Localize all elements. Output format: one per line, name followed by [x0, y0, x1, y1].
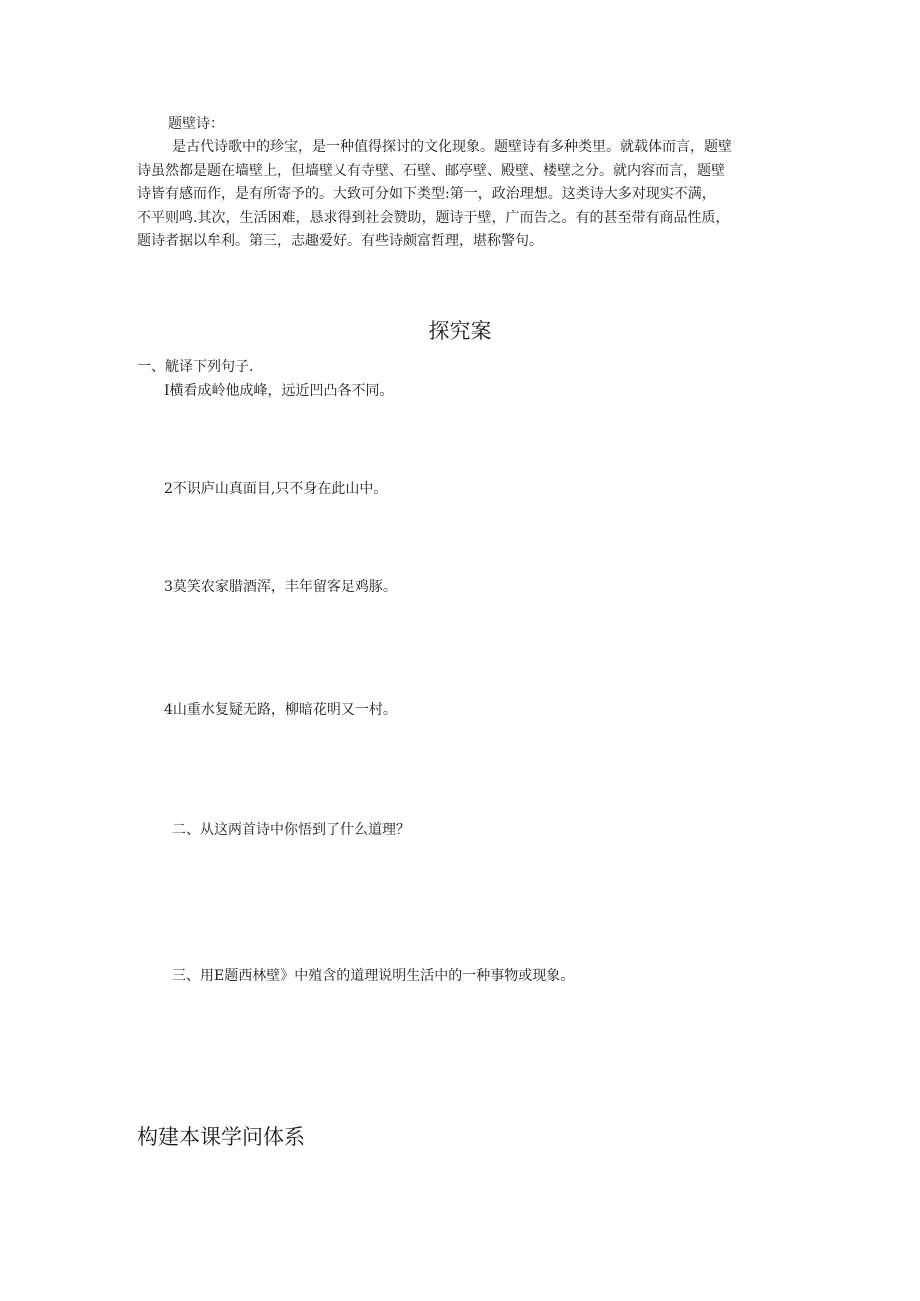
intro-line: 不平则鸣.其次，生活困难，恳求得到社会赞助，题诗于壁，广而告之。有的甚至带有商品性质，: [137, 209, 730, 226]
sentence-2: 2不识庐山真面目,只不身在此山中。: [164, 481, 388, 497]
question3: 三、用E题西林壁》中殖含的道理说明生活中的一种事物或现象。: [172, 968, 575, 984]
intro-line: 是古代诗歌中的珍宝，是一种值得探讨的文化现象。题壁诗有多种类里。就载体而言，题壁: [172, 139, 732, 155]
section-title: 探究案: [428, 319, 492, 343]
intro-line: 题诗者据以牟利。第三，志趣爱好。有些诗颇富哲理，堪称警句。: [137, 233, 543, 250]
sentence-3: 3莫笑农家腊酒浑，丰年留客足鸡豚。: [164, 579, 397, 595]
intro-heading: 题壁诗：: [168, 116, 224, 132]
sentence-1: I横看成岭他成峰，远近凹凸各不同。: [164, 383, 394, 399]
intro-line: 诗虽然都是题在墙壁上，但墙壁乂有寺壁、石壁、邮亭壁、殿壁、楼壁之分。就内容而言，题壁: [137, 162, 725, 179]
intro-line: 诗皆有感而作，是有所寄予的。大致可分如下类型:第一，政治理想。这类诗大多对现实不满，: [137, 186, 716, 203]
final-heading: 构建本课学问体系: [137, 1125, 305, 1149]
intro-paragraph: [137, 136, 787, 254]
sentence-4: 4山重水复疑无路，柳暗花明又一村。: [164, 702, 397, 718]
question2: 二、从这两首诗中你悟到了什么道理？: [172, 822, 410, 838]
question1-heading: 一、觥译下列句子.: [137, 359, 254, 375]
